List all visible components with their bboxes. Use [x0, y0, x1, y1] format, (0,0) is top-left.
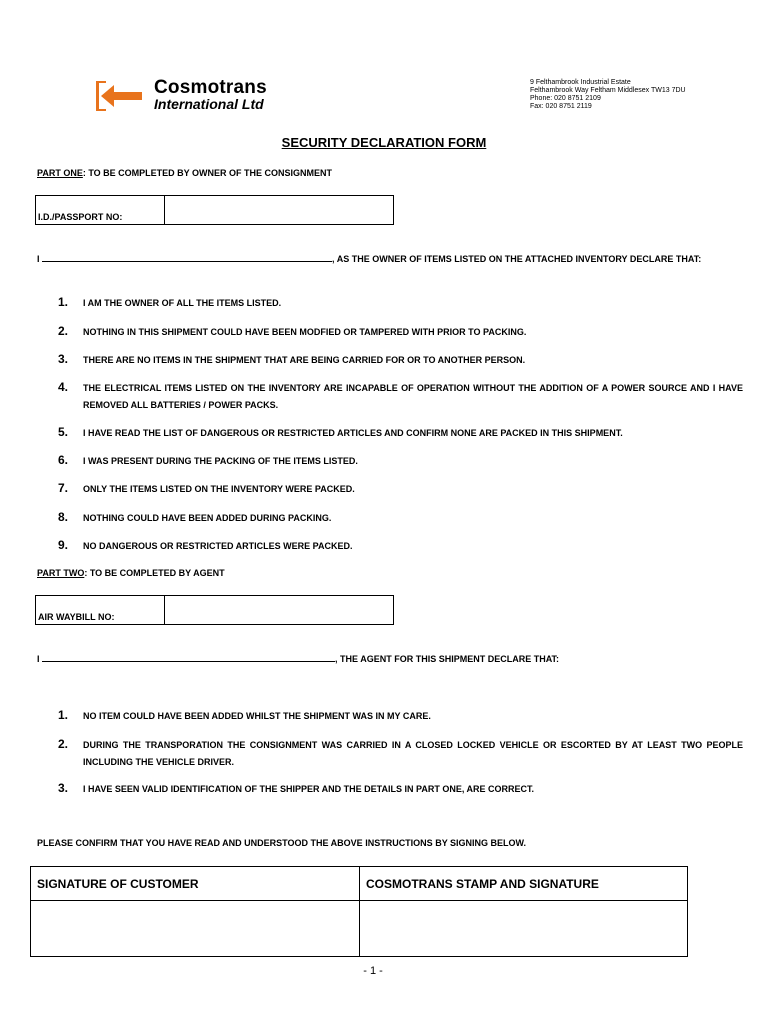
item-text: THERE ARE NO ITEMS IN THE SHIPMENT THAT ARE BEING CARRIED FOR OR TO ANOTHER PERSON. — [83, 355, 526, 365]
address-line: 9 Felthambrook Industrial Estate — [530, 79, 631, 86]
customer-signature-header: SIGNATURE OF CUSTOMER — [31, 867, 360, 901]
company-subname: International Ltd — [154, 96, 264, 112]
owner-declaration-suffix: , AS THE OWNER OF ITEMS LISTED ON THE ATTACHED INVENTORY DECLARE THAT: — [332, 254, 702, 264]
item-number: 1. — [58, 708, 69, 722]
cosmotrans-stamp-box[interactable] — [360, 901, 688, 957]
agent-declaration-suffix: , THE AGENT FOR THIS SHIPMENT DECLARE THAT: — [335, 654, 560, 664]
id-passport-label: I.D./PASSPORT NO: — [36, 196, 165, 224]
item-text: ONLY THE ITEMS LISTED ON THE INVENTORY WERE PACKED. — [83, 484, 355, 494]
item-text: DURING THE TRANSPORATION THE CONSIGNMENT WAS CARRIED IN A CLOSED LOCKED VEHICLE OR ESCORTED BY AT LEAST TWO PEOPLE INCLUDING THE VEHICLE DRIVER. — [83, 740, 743, 767]
part-two-heading-text: : TO BE COMPLETED BY AGENT — [84, 568, 225, 578]
owner-declaration-prefix: I — [37, 254, 40, 264]
part-one-heading — [37, 168, 332, 178]
item-text: I HAVE SEEN VALID IDENTIFICATION OF THE SHIPPER AND THE DETAILS IN PART ONE, ARE CORRECT. — [83, 784, 535, 794]
item-number: 2. — [58, 737, 69, 751]
page-number: - 1 - — [363, 965, 383, 977]
form-title: SECURITY DECLARATION FORM — [281, 135, 487, 150]
id-passport-field — [35, 195, 394, 225]
id-passport-input[interactable] — [165, 196, 393, 224]
owner-declaration — [37, 251, 743, 267]
item-text: THE ELECTRICAL ITEMS LISTED ON THE INVENTORY ARE INCAPABLE OF OPERATION WITHOUT THE ADDITION OF A POWER SOURCE AND I HAVE REMOVED ALL BATTERIES / POWER PACKS. — [83, 383, 743, 410]
confirm-instruction: PLEASE CONFIRM THAT YOU HAVE READ AND UNDERSTOOD THE ABOVE INSTRUCTIONS BY SIGNING BELOW. — [37, 838, 527, 848]
agent-declaration — [37, 651, 743, 667]
address-line: Fax: 020 8751 2119 — [530, 103, 592, 110]
air-waybill-input[interactable] — [165, 596, 393, 624]
logo-arrow-icon — [96, 81, 144, 111]
item-number: 5. — [58, 425, 69, 439]
item-text: NOTHING IN THIS SHIPMENT COULD HAVE BEEN MODFIED OR TAMPERED WITH PRIOR TO PACKING. — [83, 327, 527, 337]
air-waybill-label: AIR WAYBILL NO: — [36, 596, 165, 624]
agent-declaration-prefix: I — [37, 654, 40, 664]
item-number: 2. — [58, 324, 69, 338]
owner-name-line[interactable] — [42, 252, 332, 262]
signature-header-row — [31, 867, 688, 901]
item-number: 8. — [58, 510, 69, 524]
item-number: 9. — [58, 538, 69, 552]
address-line: Felthambrook Way Feltham Middlesex TW13 7DU — [530, 87, 686, 94]
item-number: 4. — [58, 380, 69, 394]
signature-table — [30, 866, 688, 957]
cosmotrans-stamp-header: COSMOTRANS STAMP AND SIGNATURE — [360, 867, 688, 901]
item-number: 7. — [58, 481, 69, 495]
item-text: I HAVE READ THE LIST OF DANGEROUS OR RESTRICTED ARTICLES AND CONFIRM NONE ARE PACKED IN THIS SHIPMENT. — [83, 428, 623, 438]
part-one-label: PART ONE — [37, 168, 83, 178]
item-number: 6. — [58, 453, 69, 467]
address-line: Phone: 020 8751 2109 — [530, 95, 601, 102]
item-number: 3. — [58, 352, 69, 366]
company-address — [530, 79, 686, 111]
item-text: I AM THE OWNER OF ALL THE ITEMS LISTED. — [83, 298, 282, 308]
part-one-heading-text: : TO BE COMPLETED BY OWNER OF THE CONSIGNMENT — [82, 168, 333, 178]
company-name: Cosmotrans — [154, 77, 267, 98]
customer-signature-box[interactable] — [31, 901, 360, 957]
agent-name-line[interactable] — [42, 652, 335, 662]
item-text: NO ITEM COULD HAVE BEEN ADDED WHILST THE SHIPMENT WAS IN MY CARE. — [83, 711, 431, 721]
signature-body-row — [31, 901, 688, 957]
part-two-heading — [37, 568, 225, 578]
item-number: 1. — [58, 295, 69, 309]
item-number: 3. — [58, 781, 69, 795]
air-waybill-field — [35, 595, 394, 625]
item-text: NO DANGEROUS OR RESTRICTED ARTICLES WERE PACKED. — [83, 541, 353, 551]
item-text: NOTHING COULD HAVE BEEN ADDED DURING PACKING. — [83, 513, 332, 523]
part-two-label: PART TWO — [37, 568, 85, 578]
company-logo — [96, 78, 316, 114]
item-text: I WAS PRESENT DURING THE PACKING OF THE ITEMS LISTED. — [83, 456, 358, 466]
